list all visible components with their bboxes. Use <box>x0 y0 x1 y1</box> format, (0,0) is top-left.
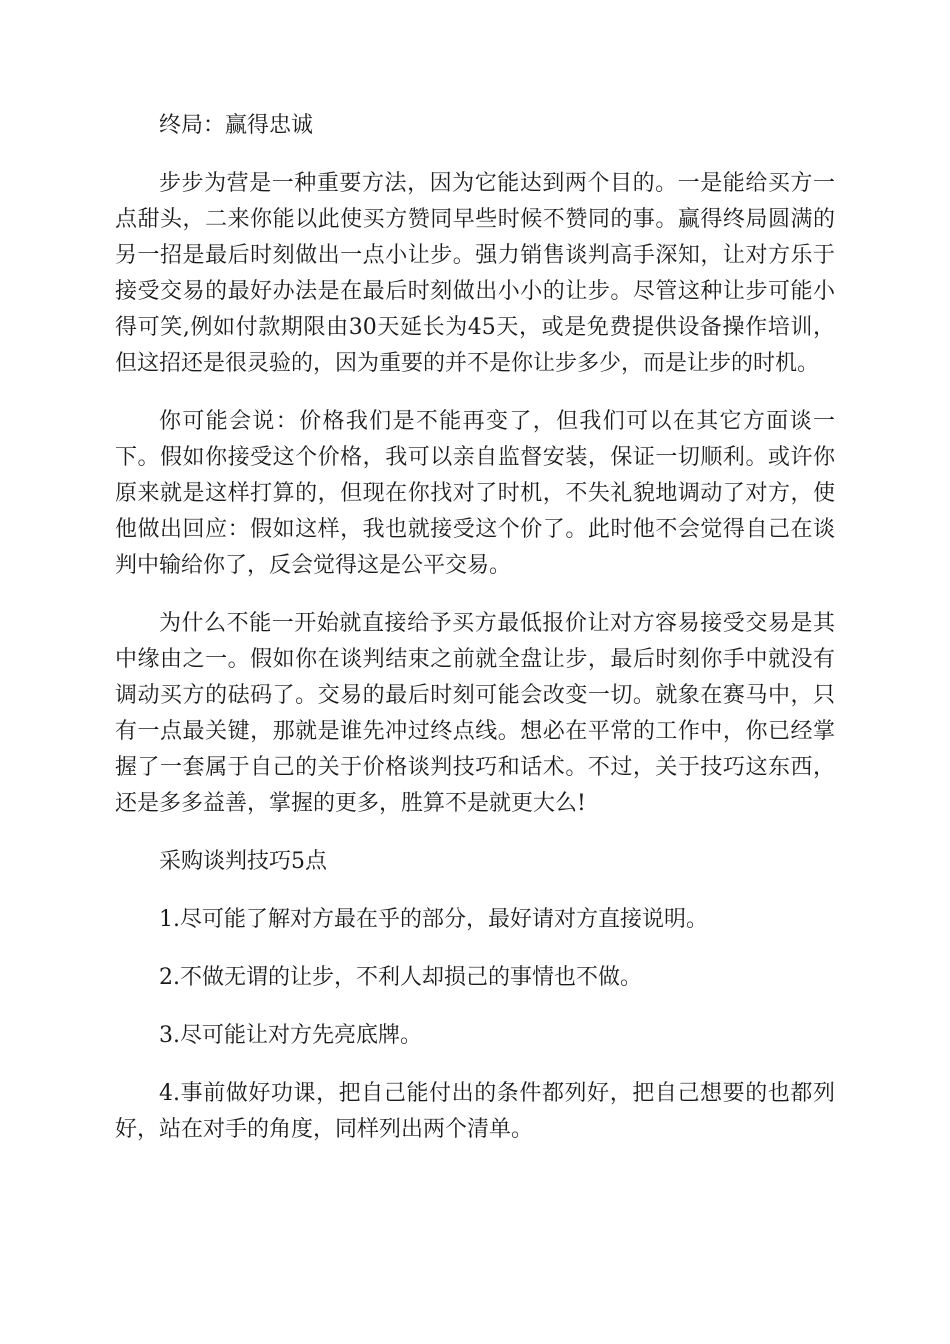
paragraph-price-talk: 你可能会说：价格我们是不能再变了，但我们可以在其它方面谈一下。假如你接受这个价格，我可以亲自监督安装，保证一切顺利。或许你原来就是这样打算的，但现在你找对了时机，不失礼貌地调动了对方，使他做出回应：假如这样，我也就接受这个价了。此时他不会觉得自己在谈判中输给你了，反会觉得这是公平交易。 <box>115 409 835 578</box>
list-item: 3.尽可能让对方先亮底牌。 <box>159 1023 422 1048</box>
paragraph-step-by-step: 步步为营是一种重要方法，因为它能达到两个目的。一是能给买方一点甜头，二来你能以此使买方赞同早些时候不赞同的事。赢得终局圆满的另一招是最后时刻做出一点小让步。强力销售谈判高手深知，让对方乐于接受交易的最好办法是在最后时刻做出小小的让步。尽管这种让步可能小得可笑,例如付款期限由30天延长为45天，或是免费提供设备操作培训，但这招还是很灵验的，因为重要的并不是你让步多少，而是让步的时机。 <box>115 171 835 376</box>
section-heading-purchase-tips: 采购谈判技巧5点 <box>159 849 327 874</box>
paragraph-lowest-price: 为什么不能一开始就直接给予买方最低报价让对方容易接受交易是其中缘由之一。假如你在谈判结束之前就全盘让步，最后时刻你手中就没有调动买方的砝码了。交易的最后时刻可能会改变一切。就象在赛马中，只有一点最关键，那就是谁先冲过终点线。想必在平常的工作中，你已经掌握了一套属于自己的关于价格谈判技巧和话术。不过，关于技巧这东西，还是多多益善，掌握的更多，胜算不是就更大么! <box>115 611 835 816</box>
list-item: 1.尽可能了解对方最在乎的部分，最好请对方直接说明。 <box>159 907 708 932</box>
document-body <box>115 108 835 1170</box>
section-heading-endgame: 终局：赢得忠诚 <box>159 113 314 138</box>
list-item: 2.不做无谓的让步，不利人却损己的事情也不做。 <box>159 965 642 990</box>
list-item: 4.事前做好功课，把自己能付出的条件都列好，把自己想要的也都列好，站在对手的角度，同样列出两个清单。 <box>115 1081 835 1142</box>
